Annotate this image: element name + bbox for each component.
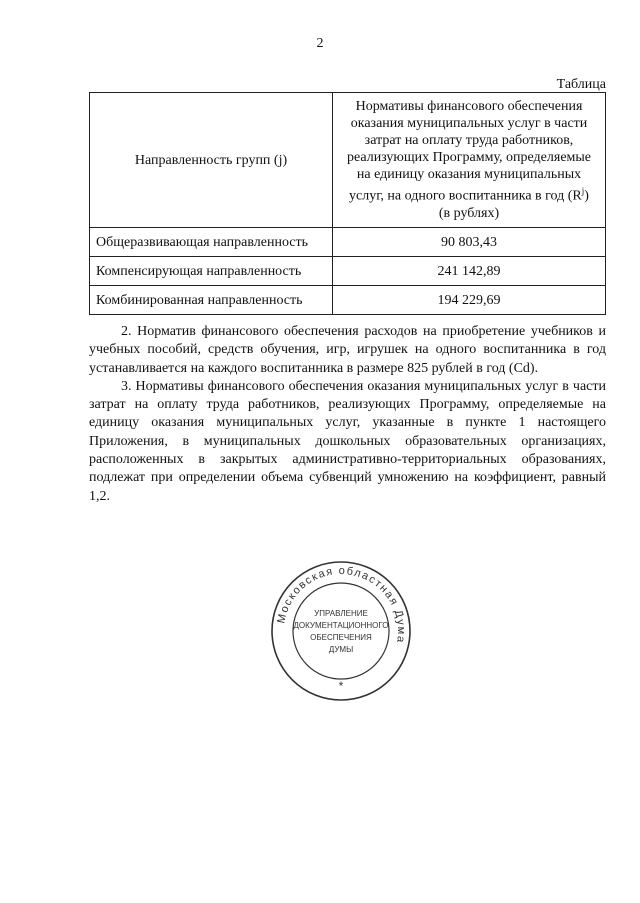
- table-caption: Таблица: [556, 77, 606, 92]
- header-norms-line: затрат на оплату труда работников,: [364, 133, 574, 149]
- value-cell: 194 229,69: [333, 286, 606, 315]
- stamp-star: *: [338, 679, 344, 693]
- paragraph-3: 3. Нормативы финансового обеспечения оказания муниципальных услуг в части затрат на оплату труда работников, реализующих Программу, определяемые на единицу оказания муниципальных услуг, указанные в пункте 1 настоящего Приложения, в муниципальных дошкольных образовательных организациях, расположенных в закрытых административно-территориальных образованиях, подлежат при определении объема субвенций умножению на коэффициент, равный 1,2.: [89, 378, 606, 504]
- table-row: [90, 228, 606, 257]
- header-norms-cell: [333, 93, 606, 228]
- header-direction-cell: [90, 93, 333, 228]
- page-number: 2: [316, 36, 324, 51]
- body-text: [89, 323, 606, 506]
- table-header-row: [90, 93, 606, 228]
- direction-cell: Комбинированная направленность: [90, 286, 333, 315]
- header-norms-line: Нормативы финансового обеспечения: [355, 99, 583, 115]
- header-norms-text: услуг, на одного воспитанника в год (R: [349, 188, 582, 204]
- header-norms-text: ): [584, 188, 589, 204]
- paragraph-2: 2. Норматив финансового обеспечения расходов на приобретение учебников и учебных пособий, средств обучения, игр, игрушек на одного воспитанника в год устанавливается на каждого воспитанника в размере 825 рублей в год (Cd).: [89, 324, 606, 376]
- value-cell: 90 803,43: [333, 228, 606, 257]
- header-norms-line: реализующих Программу, определяемые: [346, 150, 592, 166]
- header-norms-line: на единицу оказания муниципальных: [356, 167, 582, 183]
- direction-cell: Компенсирующая направленность: [90, 257, 333, 286]
- table-row: [90, 257, 606, 286]
- header-norms-line: [339, 183, 599, 205]
- header-norms-line: (в рублях): [438, 205, 500, 221]
- stamp-line: ДОКУМЕНТАЦИОННОГО: [293, 621, 389, 630]
- stamp-line: ОБЕСПЕЧЕНИЯ: [310, 633, 372, 642]
- table-row: [90, 286, 606, 315]
- header-norms-line: оказания муниципальных услуг в части: [350, 116, 588, 132]
- header-direction-label: Направленность групп (j): [134, 152, 288, 168]
- superscript-j: j: [581, 186, 585, 197]
- direction-cell: Общеразвивающая направленность: [90, 228, 333, 257]
- stamp-seal: [270, 560, 412, 702]
- stamp-inner-ring: [293, 583, 389, 679]
- value-cell: 241 142,89: [333, 257, 606, 286]
- stamp-line: ДУМЫ: [328, 645, 354, 654]
- stamp-line: УПРАВЛЕНИЕ: [314, 609, 368, 618]
- norms-table: [89, 92, 606, 315]
- stamp-ring-textpath: Московская областная Дума: [275, 564, 408, 645]
